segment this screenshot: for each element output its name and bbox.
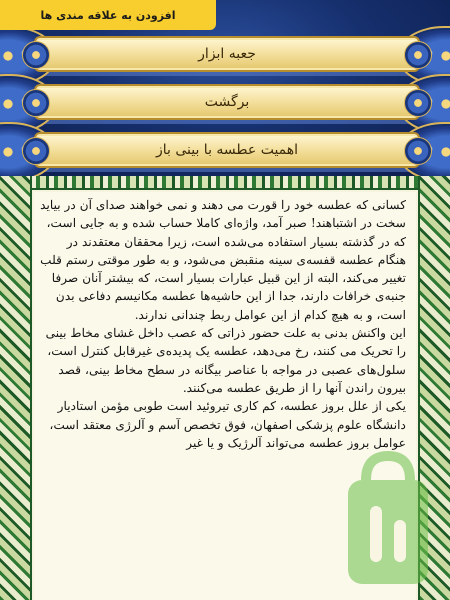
toolbox-label: جعبه ابزار [198, 46, 256, 62]
button-ornament-icon [404, 137, 432, 165]
article-title-button[interactable] [34, 132, 420, 168]
article-body [34, 192, 416, 452]
header-banner [0, 0, 450, 176]
back-label: برگشت [204, 94, 250, 110]
favorites-label: افزودن به علاقه مندی ها [40, 8, 176, 22]
back-button[interactable] [34, 84, 420, 120]
frame-border-top [0, 176, 450, 190]
button-ornament-icon [22, 137, 50, 165]
button-ornament-icon [404, 41, 432, 69]
article-paragraph: این واکنش بدنی به علت حضور ذراتی که عصب داخل غشای مخاط بینی را تحریک می کنند، رخ می‌دهد، عطسه یک پدیده‌ی غیرقابل کنترل است، سلول‌های عصبی در مواجه با عناصر بیگانه در سطح مخاط بینی، قصد بیرون راندن آنها را از طریق عطسه می‌کنند. [45, 326, 406, 395]
add-to-favorites-button[interactable] [0, 0, 216, 30]
article-paragraph: یکی از علل بروز عطسه، کم کاری تیروئید است طوبی مؤمن استادیار دانشگاه علوم پزشکی اصفهان، فوق تخصص آسم و آلرژی معتقد است، عوامل بروز عطسه می‌تواند آلرژیک و یا غیر [49, 399, 406, 450]
button-ornament-icon [404, 89, 432, 117]
button-ornament-icon [22, 41, 50, 69]
toolbox-button[interactable] [34, 36, 420, 72]
button-ornament-icon [22, 89, 50, 117]
article-paragraph: کسانی که عطسه خود را قورت می دهند و نمی خواهند صدای آن در بیاید سخت در اشتباهند! صبر آمد، واژه‌ای کاملا حساب شده و به جایی است، که در گذشته بسیار استفاده می‌شده است، زیرا محققان معتقدند در هنگام عطسه قفسه‌ی سینه منقبض می‌شود، و به طور موقتی رستم قلب تغییر می‌کند، البته از این قبیل عبارات بسیار است، که بیشتر آنان صرفا جنبه‌ی خرافات دارند، جدا از این حاشیه‌ها عطسه مکانیسم دفاعی بدن است، و به هیچ کدام از این عوامل ربط چندانی ندارند. [40, 198, 406, 322]
store-logo-watermark-icon [340, 450, 436, 590]
article-title: اهمیت عطسه با بینی باز [155, 142, 299, 158]
frame-border-left [0, 176, 32, 600]
